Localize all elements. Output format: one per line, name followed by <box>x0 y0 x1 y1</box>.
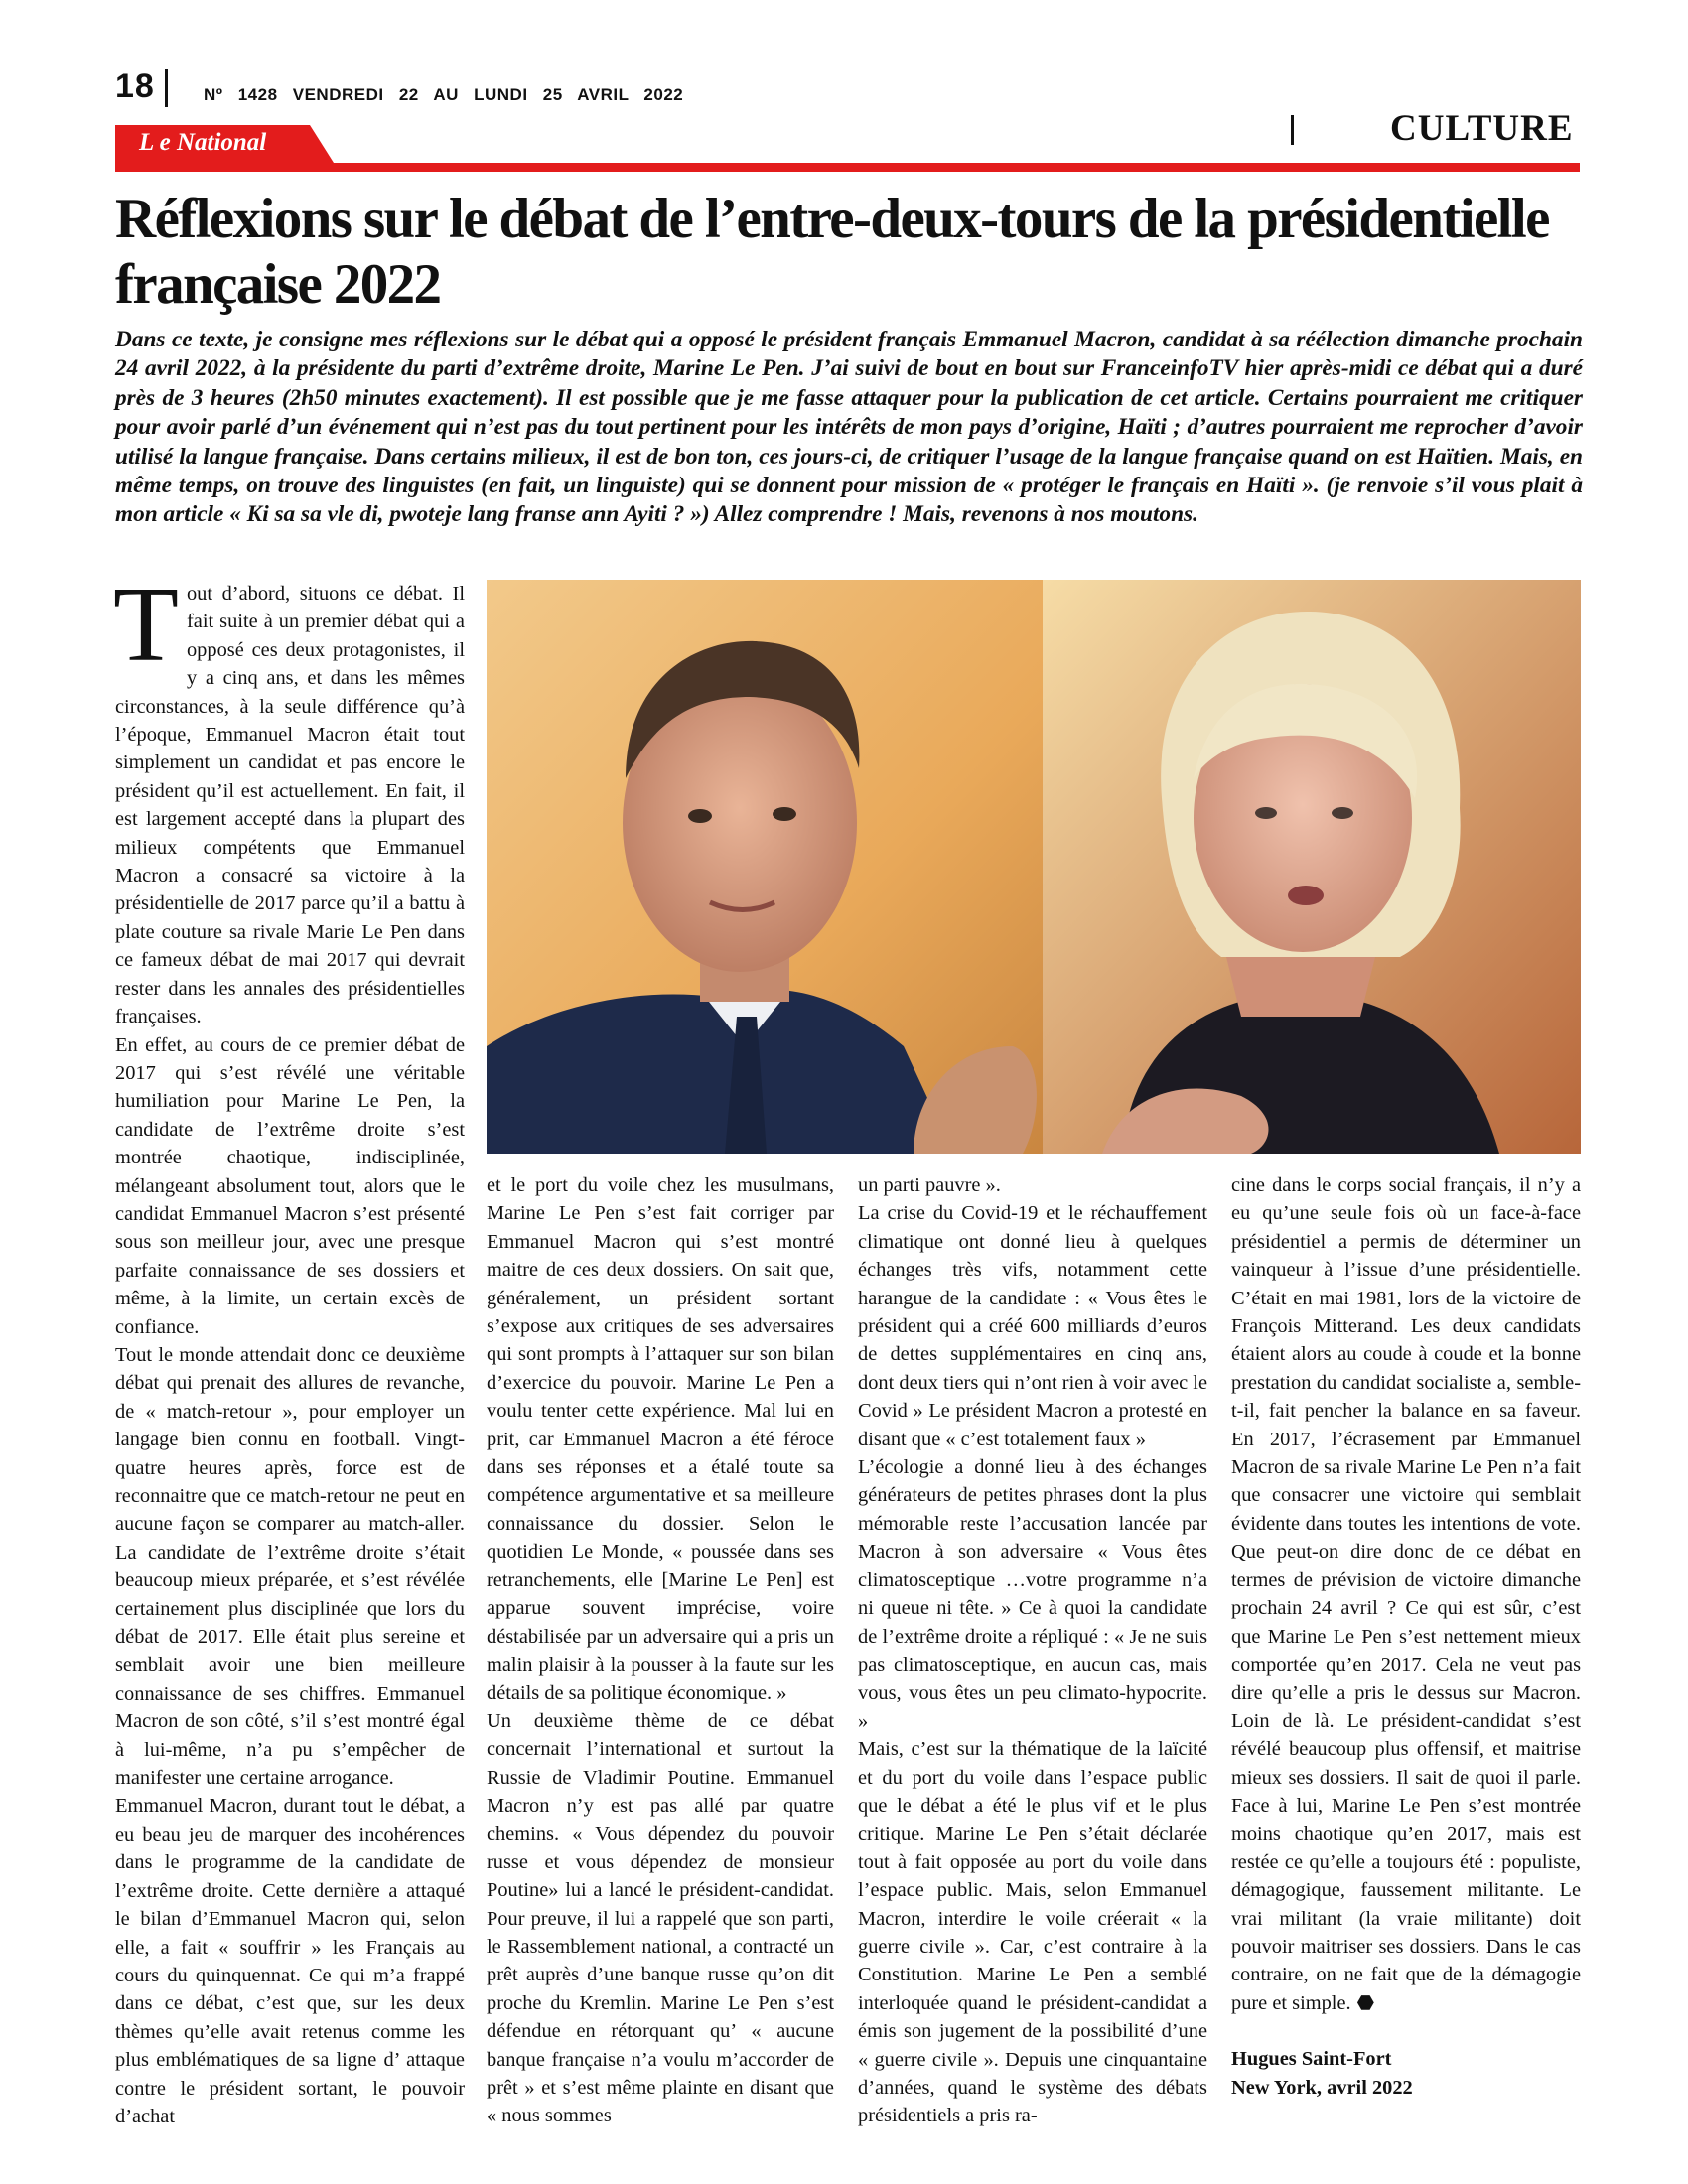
man-eye-left <box>688 809 712 823</box>
paragraph <box>1231 1171 1581 2017</box>
paragraph: et le port du voile chez les musulmans, Marine Le Pen s’est fait corriger par Emmanuel Macron qui s’est montré maitre de ces deux dossiers. On sait que, généralement, un président sortant s’expose aux critiques de ses adversaires qui sont prompts à l’attaquer sur son bilan d’exercice du pouvoir. Marine Le Pen a voulu tenter cette expérience. Mal lui en prit, car Emmanuel Macron a été féroce dans ses réponses et a étalé toute sa compétence argumentative et sa meilleure connaissance du dossier. Selon le quotidien Le Monde, « poussée dans ses retranchements, elle [Marine Le Pen] est apparue souvent imprécise, voire déstabilisée par un adversaire qui a pris un malin plaisir à la pousser à la faute sur les détails de sa politique économique. » <box>487 1174 834 1705</box>
article-headline: Réflexions sur le débat de l’entre-deux-tours de la présidentielle française 2022 <box>115 188 1549 316</box>
page-number: 18 <box>115 68 155 105</box>
woman-mouth <box>1288 886 1324 905</box>
brand-name: L e National <box>139 129 267 156</box>
section-divider <box>1291 115 1294 145</box>
paragraph: Tout le monde attendait donc ce deuxième débat qui prenait des allures de revanche, de « match-retour », pour employer un langage bien connu en football. Vingt-quatre heures après, force est de reconnaitre que ce match-retour ne peut en aucune façon se comparer au match-aller. La candidate de l’extrême droite s’était beaucoup mieux préparée, et s’est révélée certainement plus disciplinée que lors du débat de 2017. Elle était plus sereine et semblait avoir une bien meilleure connaissance de ses chiffres. Emmanuel Macron de son côté, s’il s’est montré égal à lui-même, n’a pu s’empêcher de manifester une certaine arrogance. <box>115 1343 465 1790</box>
woman-eye-right <box>1332 807 1353 819</box>
paragraph: Emmanuel Macron, durant tout le débat, a eu beau jeu de marquer des incohérences dans le programme de la candidate de l’extrême droite. Cette dernière a attaqué le bilan d’Emmanuel Macron qui, selon elle, a fait « souffrir » les Français au cours du quinquennat. Ce qui m’a frappé dans ce débat, c’est que, sur les deux thèmes qu’elle avait retenus comme les plus emblématiques de sa ligne d’ attaque contre le président sortant, le pouvoir d’achat <box>115 1795 465 2127</box>
paragraph: Mais, c’est sur la thématique de la laïcité et du port du voile dans l’espace public que le débat a été le plus vif et le plus critique. Marine Le Pen s’était déclarée tout à fait opposée au port du voile dans l’espace public. Mais, selon Emmanuel Macron, interdire le voile créerait « la guerre civile ». Car, c’est contraire à la Constitution. Marine Le Pen a semblé interloquée quand le président-candidat a émis son jugement de la possibilité d’une « guerre civile ». Depuis une cinquantaine d’années, quand le système des débats présidentiels a pris ra- <box>858 1738 1207 2127</box>
paragraph-text: cine dans le corps social français, il n’y a eu qu’une seule fois où un face-à-face présidentiel a permis de déterminer un vainqueur à l’issue d’une présidentielle. C’était en mai 1981, lors de la victoire de François Mitterand. Les deux candidats étaient alors au coude à coude et la bonne prestation du candidat socialiste a, semble-t-il, fait pencher la balance en sa faveur. En 2017, l’écrasement par Emmanuel Macron de sa rivale Marine Le Pen n’a fait que consacrer une victoire qui semblait évidente dans toutes les intentions de vote. Que peut-on dire donc de ce débat en termes de prévision de victoire dimanche prochain 24 avril ? Ce qui est sûr, c’est que Marine Le Pen s’est nettement mieux comportée qu’en 2017. Cela ne veut pas dire qu’elle a pris le dessus sur Macron. Loin de là. Le président-candidat s’est révélé beaucoup plus offensif, et maitrise mieux ses dossiers. Il sait de quoi il parle. Face à lui, Marine Le Pen s’est montrée moins chaotique qu’en 2017, mais est restée ce qu’elle a toujours été : populiste, démagogique, faussement militante. Le vrai militant (la vraie militante) doit pouvoir maitriser ses dossiers. Dans le cas contraire, on ne fait que de la démagogie pure et simple. <box>1231 1174 1581 2014</box>
issue-line: Nº 1428 VENDREDI 22 AU LUNDI 25 AVRIL 2022 <box>204 85 684 104</box>
column-2 <box>487 1171 834 2130</box>
header-rule <box>115 163 1580 172</box>
drop-cap: T <box>113 566 179 684</box>
column-4 <box>1231 1171 1581 2102</box>
column-1 <box>113 566 465 2130</box>
column-3 <box>858 1171 1207 2130</box>
paragraph <box>113 566 465 1031</box>
paragraph: Un deuxième thème de ce débat concernait l’international et surtout la Russie de Vladimir Poutine. Emmanuel Macron n’y est pas allé par quatre chemins. « Vous dépendez du pouvoir russe et vous dépendez de monsieur Poutine» lui a lancé le président-candidat. Pour preuve, il lui a rappelé que son parti, le Rassemblement national, a contracté un prêt auprès d’une banque russe qu’on dit proche du Kremlin. Marine Le Pen s’est défendue en rétorquant qu’ « aucune banque française n’a voulu m’accorder de prêt » et s’est même plainte en disant que « nous sommes <box>487 1709 834 2127</box>
section-label: CULTURE <box>1390 108 1574 149</box>
paragraph: La crise du Covid-19 et le réchauffement climatique ont donné lieu à quelques échanges très vifs, notamment cette harangue de la candidate : « Vous êtes le président qui a créé 600 milliards d’euros de dettes supplémentaires en cinq ans, dont deux tiers qui n’ont rien à voir avec le Covid » Le président Macron a protesté en disant que « c’est totalement faux » <box>858 1202 1207 1450</box>
photo-illustration <box>487 580 1581 1154</box>
end-mark-icon: ⬣ <box>1356 1991 1375 2014</box>
man-eye-right <box>773 807 796 821</box>
debate-photo <box>487 580 1581 1154</box>
paragraph: En effet, au cours de ce premier débat de 2017 qui s’est révélé une véritable humiliation pour Marine Le Pen, la candidate de l’extrême droite s’est montrée chaotique, indisciplinée, mélangeant absolument tout, alors que le candidat Emmanuel Macron s’est présenté sous son meilleur jour, avec une presque parfaite connaissance de ses dossiers et même, à la limite, un certain excès de confiance. <box>115 1033 465 1338</box>
woman-eye-left <box>1255 807 1277 819</box>
article-lede: Dans ce texte, je consigne mes réflexions sur le débat qui a opposé le président français Emmanuel Macron, candidat à sa réélection dimanche prochain 24 avril 2022, à la présidente du parti d’extrême droite, Marine Le Pen. J’ai suivi de bout en bout sur FranceinfoTV hier après-midi ce débat qui a duré près de 3 heures (2h50 minutes exactement). Il est possible que je me fasse attaquer pour la publication de cet article. Certains pourraient me critiquer pour avoir parlé d’un événement qui n’est pas du tout pertinent pour les intérêts de mon pays d’origine, Haïti ; d’autres pourraient me reprocher d’avoir utilisé la langue française. Dans certains milieux, il est de bon ton, ces jours-ci, de critiquer l’usage de la langue française quand on est Haïtien. Mais, en même temps, on trouve des linguistes (en fait, un linguiste) qui se donnent pour mission de « protéger le français en Haïti ». (je renvoie s’il vous plait à mon article « Ki sa sa vle di, pwoteje lang franse ann Ayiti ? ») Allez comprendre ! Mais, revenons à nos moutons. <box>115 327 1583 528</box>
paragraph: un parti pauvre ». <box>858 1174 1001 1196</box>
header-divider <box>165 69 168 107</box>
paragraph-text: out d’abord, situons ce débat. Il fait suite à un premier débat qui a opposé ces deux protagonistes, il y a cinq ans, et dans les mêmes circonstances, à la seule différence qu’à l’époque, Emmanuel Macron était tout simplement un candidat et pas encore le président qu’il est actuellement. En fait, il est largement accepté dans la plupart des milieux compétents que Emmanuel Macron a consacré sa victoire à la présidentielle de 2017 parce qu’il a battu à plate couture sa rivale Marie Le Pen dans ce fameux débat de mai 2017 qui devrait rester dans les annales des présidentielles françaises. <box>115 583 465 1028</box>
author-name: Hugues Saint-Fort <box>1231 2048 1392 2071</box>
dateline: New York, avril 2022 <box>1231 2076 1413 2099</box>
paragraph: L’écologie a donné lieu à des échanges générateurs de petites phrases dont la plus mémorable reste l’accusation lancée par Macron à son adversaire « Vous êtes climatosceptique …votre programme n’a ni queue ni tête. » Ce à quoi la candidate de l’extrême droite a répliqué : « Je ne suis pas climatosceptique, en aucun cas, mais vous, vous êtes un peu climato-hypocrite. » <box>858 1456 1207 1732</box>
